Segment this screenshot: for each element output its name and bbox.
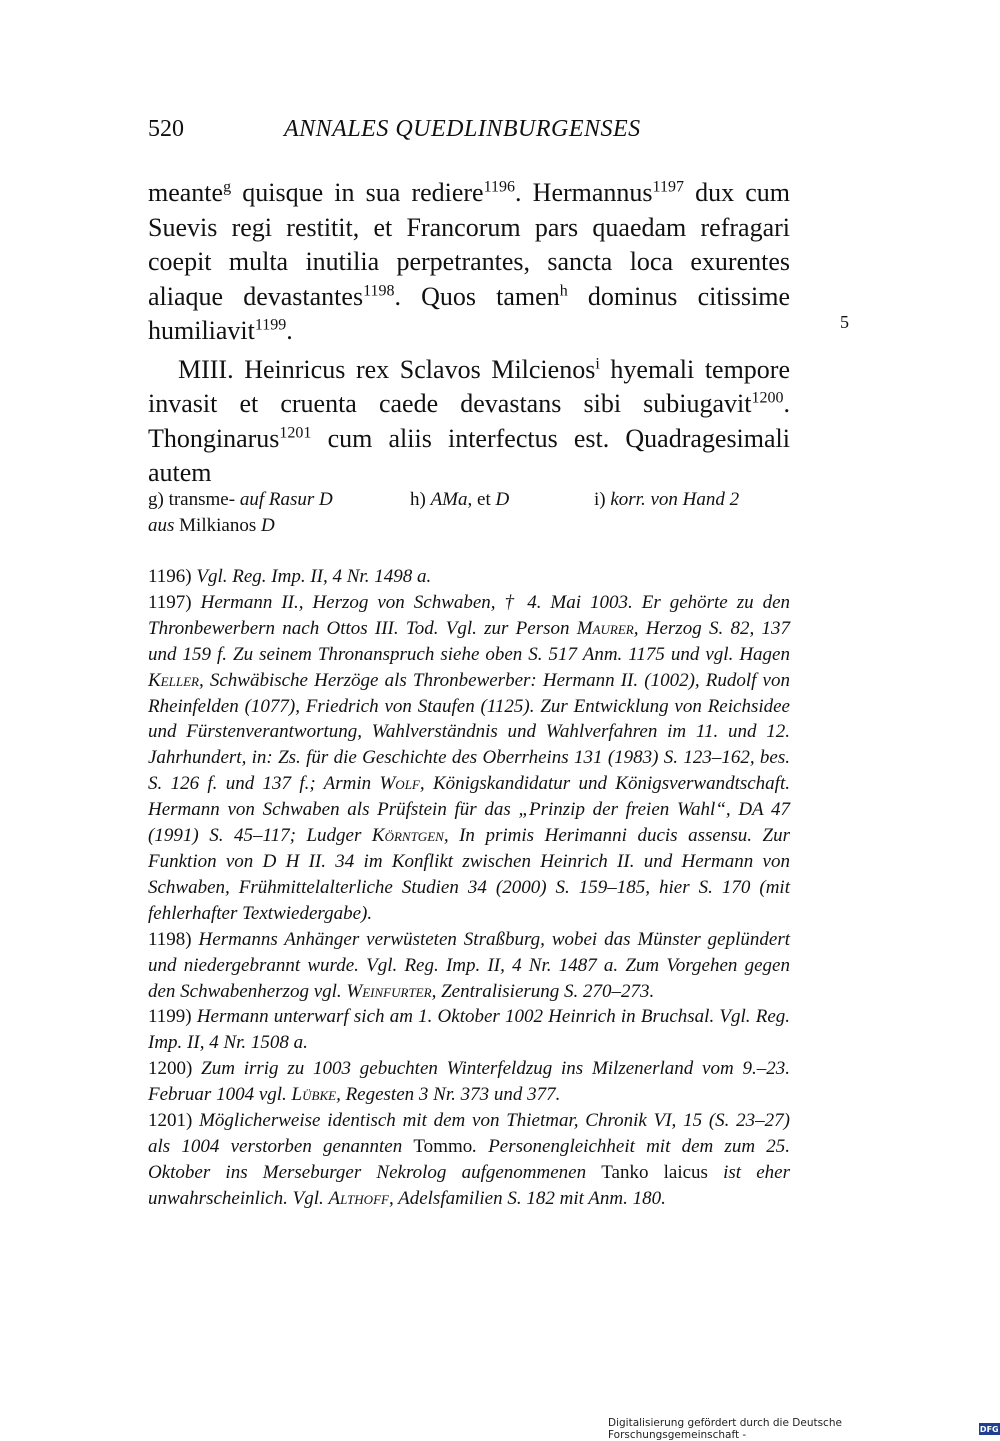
apparatus-ref-i: i xyxy=(595,354,600,372)
footnote-1196: 1196) Vgl. Reg. Imp. II, 4 Nr. 1498 a. xyxy=(148,566,432,587)
running-title: ANNALES QUEDLINBURGENSES xyxy=(284,116,641,142)
apparatus-note-i: i) korr. von Hand 2 xyxy=(594,489,740,510)
apparatus-row-continuation xyxy=(148,513,790,539)
apparatus-note-h: h) AMa, et D xyxy=(410,489,510,510)
footnote-1199: 1199) Hermann unterwarf sich am 1. Oktober 1002 Heinrich in Bruchsal. Vgl. Reg. Imp. II, 4 Nr. 1508 a. xyxy=(148,1006,791,1054)
footnote-ref-1200: 1200 xyxy=(751,389,784,407)
credit-text: Digitalisierung gefördert durch die Deutsche Forschungsgemeinschaft - xyxy=(608,1417,842,1441)
footnote-ref-1199: 1199 xyxy=(254,316,287,334)
digitization-credit xyxy=(608,1417,1000,1441)
footnote-ref-1196: 1196 xyxy=(483,178,516,196)
page-number: 520 xyxy=(148,116,184,142)
footnote-ref-1201: 1201 xyxy=(279,423,312,441)
apparatus-row xyxy=(148,487,790,513)
line-number-marker: 5 xyxy=(840,312,849,332)
main-text xyxy=(148,176,790,491)
page-header xyxy=(148,116,788,152)
footnote-1198: 1198) Hermanns Anhänger verwüsteten Straßburg, wobei das Münster geplündert und niedergebrannt wurde. Vgl. Reg. Imp. II, 4 Nr. 1487 a. Zum Vorgehen gegen den Schwabenherzog vgl. Weinfurter, Zentralisierung S. 270–273. xyxy=(148,928,790,1002)
main-paragraph-2: MIII. Heinricus rex Sclavos Milcienos$^i$ hyemali tempore invasit et cruenta caede devastans sibi subiugavit$^{1200}$. Thonginarus$^{1201}$ cum aliis interfectus est. Quadragesimali autem xyxy=(148,354,791,487)
dfg-logo: DFG xyxy=(979,1424,999,1434)
footnotes xyxy=(148,564,790,1212)
apparatus-ref-h: h xyxy=(559,281,568,299)
apparatus-note-g: g) transme- auf Rasur D xyxy=(148,489,333,510)
footnote-ref-1198: 1198 xyxy=(363,281,395,299)
apparatus-ref-g: g xyxy=(223,178,232,196)
apparatus-note-i-continuation: aus Milkianos D xyxy=(148,515,275,536)
footnote-1197: 1197) Hermann II., Herzog von Schwaben, † 4. Mai 1003. Er gehörte zu den Thronbewerbern nach Ottos III. Tod. Vgl. zur Person Maurer, Herzog S. 82, 137 und 159 f. Zu seinem Thronanspruch siehe oben S. 517 Anm. 1175 und vgl. Hagen Keller, Schwäbische Herzöge als Thronbewerber: Hermann II. (1002), Rudolf von Rheinfelden (1077), Friedrich von Staufen (1125). Zur Entwicklung von Reichsidee und Fürstenverantwortung, Wahlverständnis und Wahlverfahren im 11. und 12. Jahrhundert, in: Zs. für die Geschichte des Oberrheins 131 (1983) S. 123–162, bes. S. 126 f. und 137 f.; Armin Wolf, Königskandidatur und Königsverwandtschaft. Hermann von Schwaben als Prüfstein für das „Prinzip der freien Wahl“, DA 47 (1991) S. 45–117; Ludger Körntgen, In primis Herimanni ducis assensu. Zur Funktion von D H II. 34 im Konflikt zwischen Heinrich II. und Hermann von Schwaben, Frühmittelalterliche Studien 34 (2000) S. 159–185, hier S. 170 (mit fehlerhafter Textwiedergabe). xyxy=(148,591,790,924)
footnote-1200: 1200) Zum irrig zu 1003 gebuchten Winterfeldzug ins Milzenerland vom 9.–23. Februar 1004 vgl. Lübke, Regesten 3 Nr. 373 und 377. xyxy=(148,1058,790,1106)
critical-apparatus xyxy=(148,487,790,539)
main-paragraph-1: meante$^g$ quisque in sua rediere$^{1196}$. Hermannus$^{1197}$ dux cum Suevis regi restitit, et Francorum pars quaedam refragari coepit multa inutilia perpetrantes, sancta loca exurentes aliaque devastantes$^{1198}$. Quos tamen$^h$ dominus citissime humiliavit$^{1199}$. xyxy=(148,178,791,345)
footnote-ref-1197: 1197 xyxy=(652,178,684,196)
footnote-1201: 1201) Möglicherweise identisch mit dem von Thietmar, Chronik VI, 15 (S. 23–27) als 1004 verstorben genannten Tommo. Personengleichheit mit dem zum 25. Oktober ins Merseburger Nekrolog aufgenommenen Tanko laicus ist eher unwahrscheinlich. Vgl. Althoff, Adelsfamilien S. 182 mit Anm. 180. xyxy=(148,1110,791,1209)
